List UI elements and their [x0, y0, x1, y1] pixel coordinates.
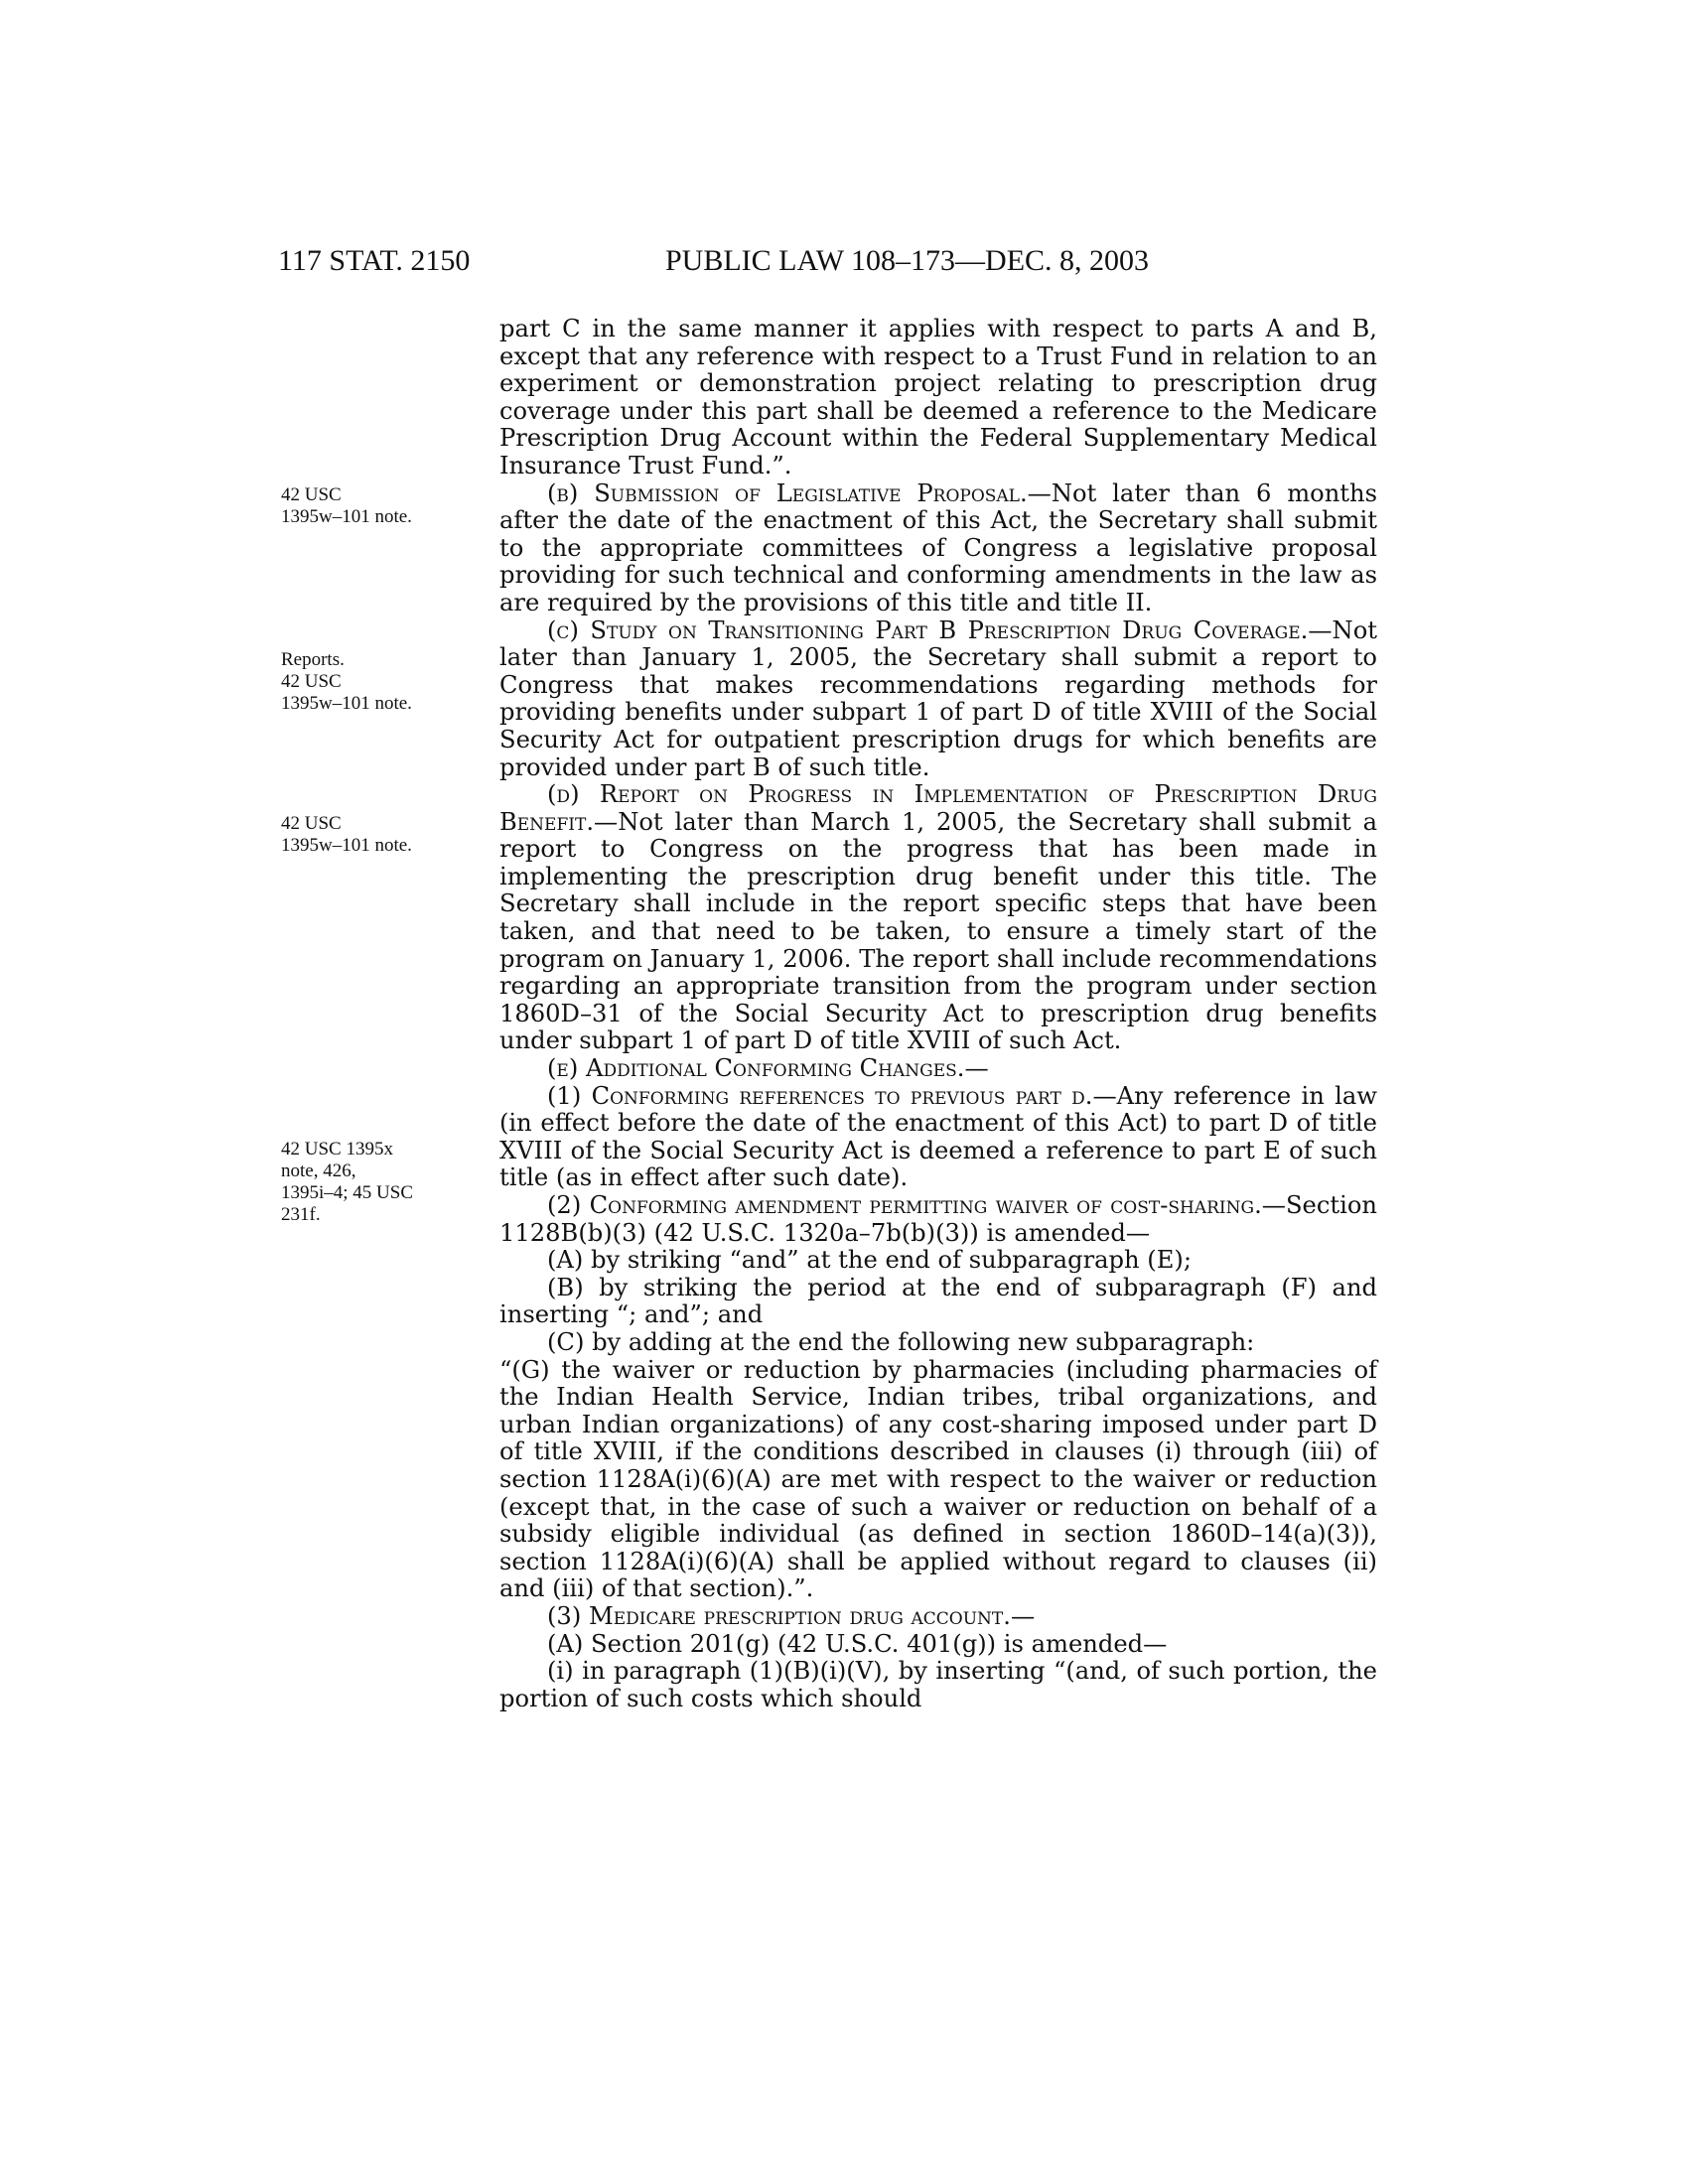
- subsection-c-heading: (c) Study on Transitioning Part B Prescription Drug Coverage.: [547, 615, 1309, 644]
- paragraph-e3: [499, 1603, 1377, 1631]
- margin-note-d: [281, 813, 480, 857]
- paragraph-e2-heading: (2) Conforming amendment permitting waiver of cost-sharing.: [547, 1191, 1262, 1219]
- margin-note-line: 1395w–101 note.: [281, 506, 412, 527]
- margin-note-line: 231f.: [281, 1204, 321, 1225]
- statute-body: [499, 316, 1377, 1712]
- margin-note-line: 42 USC: [281, 813, 342, 834]
- subparagraph-e2-a: (A) by striking “and” at the end of subparagraph (E);: [547, 1246, 1192, 1275]
- margin-note-line: Reports.: [281, 649, 345, 670]
- paragraph-continuation: part C in the same manner it applies with respect to parts A and B, except that any reference with respect to a Trust Fund in relation to an experiment or demonstration project relating to prescription drug coverage under this part shall be deemed a reference to the Medicare Prescription Drug Account within the Federal Supplementary Medical Insurance Trust Fund.”.: [499, 315, 1377, 479]
- public-law-reference: PUBLIC LAW 108–173—DEC. 8, 2003: [665, 244, 1150, 277]
- margin-note-c: [281, 649, 480, 715]
- paragraph-e2-text: —Section 1128B(b)(3) (42 U.S.C. 1320a–7b(b)(3)) is amended—: [499, 1191, 1377, 1247]
- stat-reference: 117 STAT. 2150: [278, 244, 471, 277]
- paragraph-e1-heading: (1) Conforming references to previous part d.: [547, 1081, 1093, 1110]
- subsection-e: [499, 1055, 1377, 1083]
- subsection-b: [499, 480, 1377, 617]
- margin-note-line: note, 426,: [281, 1160, 356, 1181]
- page-header: [0, 244, 1688, 284]
- margin-note-b: [281, 484, 480, 528]
- margin-note-e1: [281, 1139, 480, 1226]
- subparagraph-e2-c: (C) by adding at the end the following new subparagraph:: [547, 1327, 1255, 1356]
- subsection-b-heading: (b) Submission of Legislative Proposal.: [547, 478, 1028, 507]
- subsection-d-heading: (d) Report on Progress in Implementation of Prescription Drug Benefit.: [499, 780, 1377, 836]
- subsection-d: [499, 781, 1377, 1055]
- quoted-subparagraph-g: “(G) the waiver or reduction by pharmacies (including pharmacies of the Indian Health Service, Indian tribes, tribal organizations, and urban Indian organizations) of any cost-sharing imposed under part D of title XVIII, if the conditions described in clauses (i) through (iii) of section 1128A(i)(6)(A) are met with respect to the waiver or reduction (except that, in the case of such a waiver or reduction on behalf of a subsidy eligible individual (as defined in section 1860D–14(a)(3)), section 1128A(i)(6)(A) shall be applied without regard to clauses (ii) and (iii) of that section).”.: [499, 1355, 1377, 1603]
- margin-note-line: 42 USC: [281, 484, 342, 505]
- subsection-d-text: —Not later than March 1, 2005, the Secretary shall submit a report to Congress on the progress that has been made in implementing the prescription drug benefit under this title. The Secretary shall include in the report specific steps that have been taken, and that need to be taken, to ensure a timely start of the program on January 1, 2006. The report shall include recommendations regarding an appropriate transition from the program under section 1860D–31 of the Social Security Act to prescription drug benefits under subpart 1 of part D of title XVIII of such Act.: [499, 807, 1377, 1055]
- subparagraph-e2-b: (B) by striking the period at the end of subparagraph (F) and inserting “; and”; and: [499, 1273, 1377, 1329]
- subsection-e-text: —: [964, 1054, 989, 1083]
- margin-note-line: 42 USC: [281, 671, 342, 692]
- paragraph-e1-text: —Any reference in law (in effect before the date of the enactment of this Act) to part D of title XVIII of the Social Security Act is deemed a reference to part E of such title (as in effect after such date).: [499, 1081, 1378, 1192]
- clause-e3-a-i: (i) in paragraph (1)(B)(i)(V), by inserting “(and, of such portion, the portion of such costs which should: [499, 1657, 1377, 1712]
- paragraph-e3-text: —: [1010, 1601, 1036, 1630]
- subsection-c-text: —Not later than January 1, 2005, the Secretary shall submit a report to Congress that makes recommendations regarding methods for providing benefits under subpart 1 of part D of title XVIII of the Social Security Act for outpatient prescription drugs for which benefits are provided under part B of such title.: [499, 615, 1377, 781]
- subsection-b-text: —Not later than 6 months after the date of the enactment of this Act, the Secretary shall submit to the appropriate committees of Congress a legislative proposal providing for such technical and conforming amendments in the law as are required by the provisions of this title and title II.: [499, 478, 1377, 616]
- subparagraph-e3-a: (A) Section 201(g) (42 U.S.C. 401(g)) is amended—: [547, 1629, 1168, 1658]
- margin-note-line: 1395i–4; 45 USC: [281, 1182, 414, 1203]
- subsection-c: [499, 617, 1377, 782]
- paragraph-e2: [499, 1192, 1377, 1247]
- paragraph-e1: [499, 1083, 1377, 1192]
- margin-note-line: 1395w–101 note.: [281, 835, 412, 856]
- margin-note-line: 42 USC 1395x: [281, 1139, 393, 1160]
- paragraph-e3-heading: (3) Medicare prescription drug account.: [547, 1601, 1011, 1630]
- subsection-e-heading: (e) Additional Conforming Changes.: [547, 1054, 965, 1083]
- margin-note-line: 1395w–101 note.: [281, 693, 412, 714]
